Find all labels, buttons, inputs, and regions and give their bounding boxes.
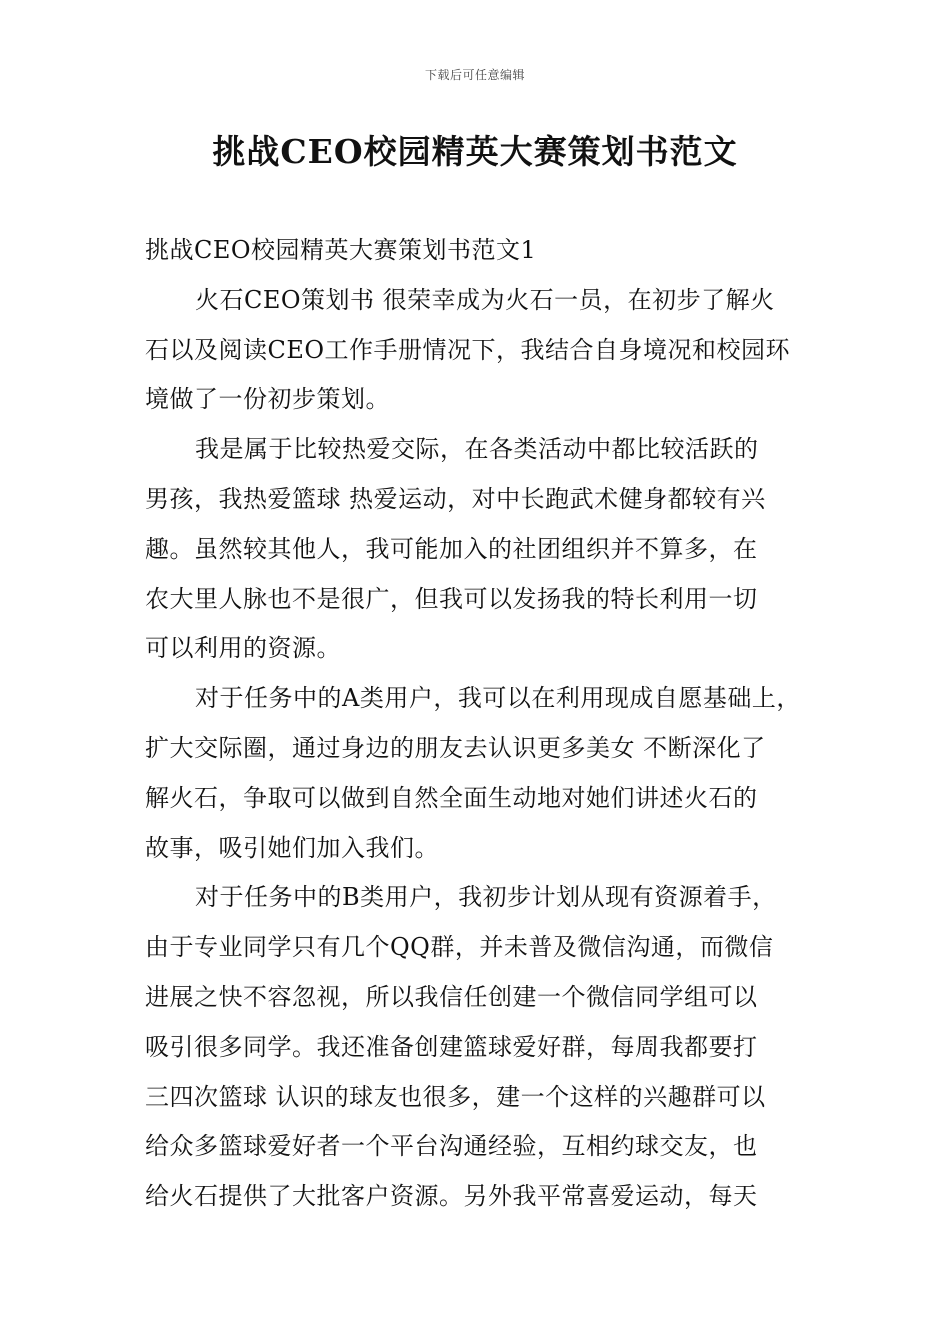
paragraph-line: 境做了一份初步策划。 [145,385,390,414]
paragraph-line: 农大里人脉也不是很广，但我可以发扬我的特长利用一切 [145,584,758,613]
paragraph-line: 吸引很多同学。我还准备创建篮球爱好群，每周我都要打 [145,1032,758,1061]
paragraph-line: 我是属于比较热爱交际，在各类活动中都比较活跃的 [195,435,759,464]
paragraph-1 [145,276,835,425]
paragraph-3 [145,674,835,873]
paragraph-line: 三四次篮球 认识的球友也很多，建一个这样的兴趣群可以 [145,1082,766,1111]
header-note: 下载后可任意编辑 [424,68,525,82]
document-title: 挑战CEO校园精英大赛策划书范文 [212,132,738,171]
paragraph-4 [145,873,835,1222]
document-body [145,226,835,1222]
paragraph-line: 解火石，争取可以做到自然全面生动地对她们讲述火石的 [145,783,758,812]
paragraph-line: 扩大交际圈，通过身边的朋友去认识更多美女 不断深化了 [145,733,766,762]
paragraph-2 [145,425,835,674]
paragraph-line: 给火石提供了大批客户资源。另外我平常喜爱运动，每天 [145,1182,758,1211]
paragraph-line: 火石CEO策划书 很荣幸成为火石一员，在初步了解火 [195,285,775,314]
paragraph-line: 石以及阅读CEO工作手册情况下，我结合自身境况和校园环 [145,335,791,364]
paragraph-line: 趣。虽然较其他人，我可能加入的社团组织并不算多，在 [145,534,758,563]
paragraph-line: 给众多篮球爱好者一个平台沟通经验，互相约球交友，也 [145,1132,758,1161]
paragraph-line: 对于任务中的A类用户，我可以在利用现成自愿基础上， [195,684,801,713]
paragraph-line: 男孩，我热爱篮球 热爱运动，对中长跑武术健身都较有兴 [145,484,766,513]
paragraph-line: 可以利用的资源。 [145,634,341,663]
paragraph-line: 由于专业同学只有几个QQ群，并未普及微信沟通，而微信 [145,933,774,962]
section-subtitle: 挑战CEO校园精英大赛策划书范文1 [145,236,537,264]
paragraph-line: 故事，吸引她们加入我们。 [145,833,439,862]
paragraph-line: 对于任务中的B类用户，我初步计划从现有资源着手， [195,883,777,912]
paragraph-line: 进展之快不容忽视，所以我信任创建一个微信同学组可以 [145,982,758,1011]
